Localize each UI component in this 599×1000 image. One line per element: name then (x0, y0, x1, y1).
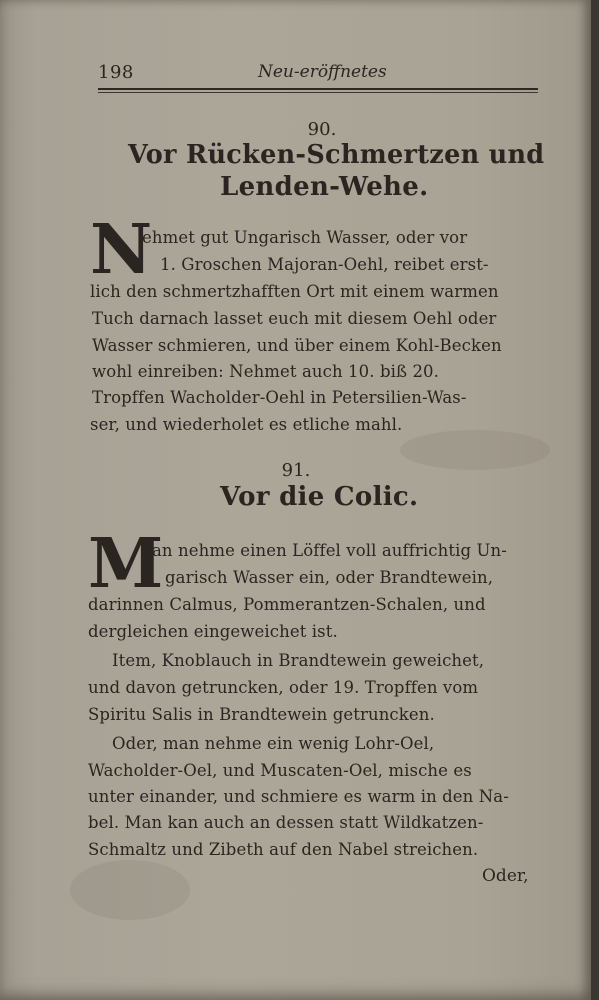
text-line: 1. Groschen Majoran-Oehl, reibet erst- (160, 255, 489, 274)
book-spine (591, 0, 599, 1000)
text-line: Wasser schmieren, und über einem Kohl-Becken (92, 336, 502, 355)
running-title: Neu-eröffnetes (258, 62, 387, 82)
text-line: garisch Wasser ein, oder Brandtewein, (165, 568, 494, 587)
paper-stain (70, 860, 190, 920)
section-heading: Vor die Colic. (220, 482, 419, 512)
text-line: bel. Man kan auch an dessen statt Wildkatzen- (88, 813, 484, 832)
text-line: Oder, man nehme ein wenig Lohr-Oel, (112, 734, 435, 753)
text-line: Spiritu Salis in Brandtewein getruncken. (88, 705, 435, 724)
text-line: unter einander, und schmiere es warm in den Na- (88, 787, 509, 806)
header-rule (98, 88, 538, 90)
header-rule (98, 92, 538, 93)
page-header (98, 58, 538, 88)
section-heading: Lenden-Wehe. (220, 172, 429, 202)
text-line: ehmet gut Ungarisch Wasser, oder vor (142, 228, 468, 247)
text-line: dergleichen eingeweichet ist. (88, 622, 338, 641)
text-line: Wacholder-Oel, und Muscaten-Oel, mische es (88, 761, 472, 780)
text-line: Schmaltz und Zibeth auf den Nabel streichen. (88, 840, 479, 859)
paper-stain (400, 430, 550, 470)
section-number: 90. (307, 119, 337, 140)
text-line: Tropffen Wacholder-Oehl in Petersilien-Was- (92, 388, 467, 407)
drop-capital: N (90, 210, 153, 290)
text-line: darinnen Calmus, Pommerantzen-Schalen, und (88, 595, 486, 614)
text-line: an nehme einen Löffel voll auffrichtig Un- (152, 541, 507, 560)
page-number: 198 (98, 62, 134, 83)
drop-capital: M (88, 524, 164, 604)
text-line: Item, Knoblauch in Brandtewein geweichet, (112, 651, 485, 670)
catchword: Oder, (482, 866, 529, 886)
text-line: und davon getruncken, oder 19. Tropffen vom (88, 678, 479, 697)
section-heading: Vor Rücken-Schmertzen und (128, 140, 545, 170)
text-line: lich den schmertzhafften Ort mit einem warmen (90, 282, 499, 301)
text-line: wohl einreiben: Nehmet auch 10. biß 20. (92, 362, 439, 381)
text-line: ser, und wiederholet es etliche mahl. (90, 415, 403, 434)
section-number: 91. (281, 460, 311, 481)
text-line: Tuch darnach lasset euch mit diesem Oehl oder (92, 309, 497, 328)
